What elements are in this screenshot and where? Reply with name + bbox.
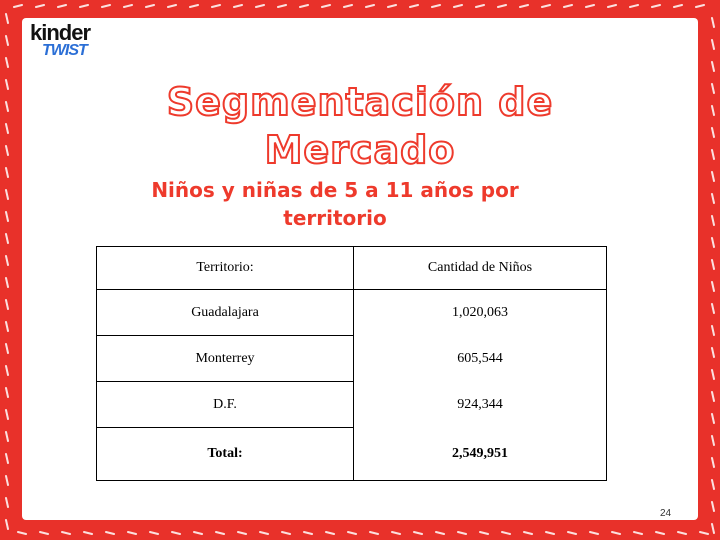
cell-count: 605,544 [354,336,607,382]
cell-territory: Monterrey [97,336,354,382]
table-row [97,336,607,382]
slide-subtitle: Niños y niñas de 5 a 11 años por territorio [151,178,519,230]
cell-territory: D.F. [97,382,354,428]
table-total-row [97,428,607,481]
kinder-twist-logo [30,20,110,66]
cell-territory: Guadalajara [97,290,354,336]
table-row [97,382,607,428]
cell-count: 924,344 [354,382,607,428]
table-header-row [97,247,607,290]
cell-total-value: 2,549,951 [354,428,607,481]
cell-count: 1,020,063 [354,290,607,336]
logo-twist-text: TWIST [42,42,87,59]
slide-title: Segmentación de Mercado [166,80,554,172]
header-cantidad: Cantidad de Niños [354,247,607,290]
logo-kinder-text: kinder [30,20,91,45]
header-territorio: Territorio: [97,247,354,290]
table-row [97,290,607,336]
page-number: 24 [660,508,672,519]
territory-table [96,246,607,481]
cell-total-label: Total: [97,428,354,481]
